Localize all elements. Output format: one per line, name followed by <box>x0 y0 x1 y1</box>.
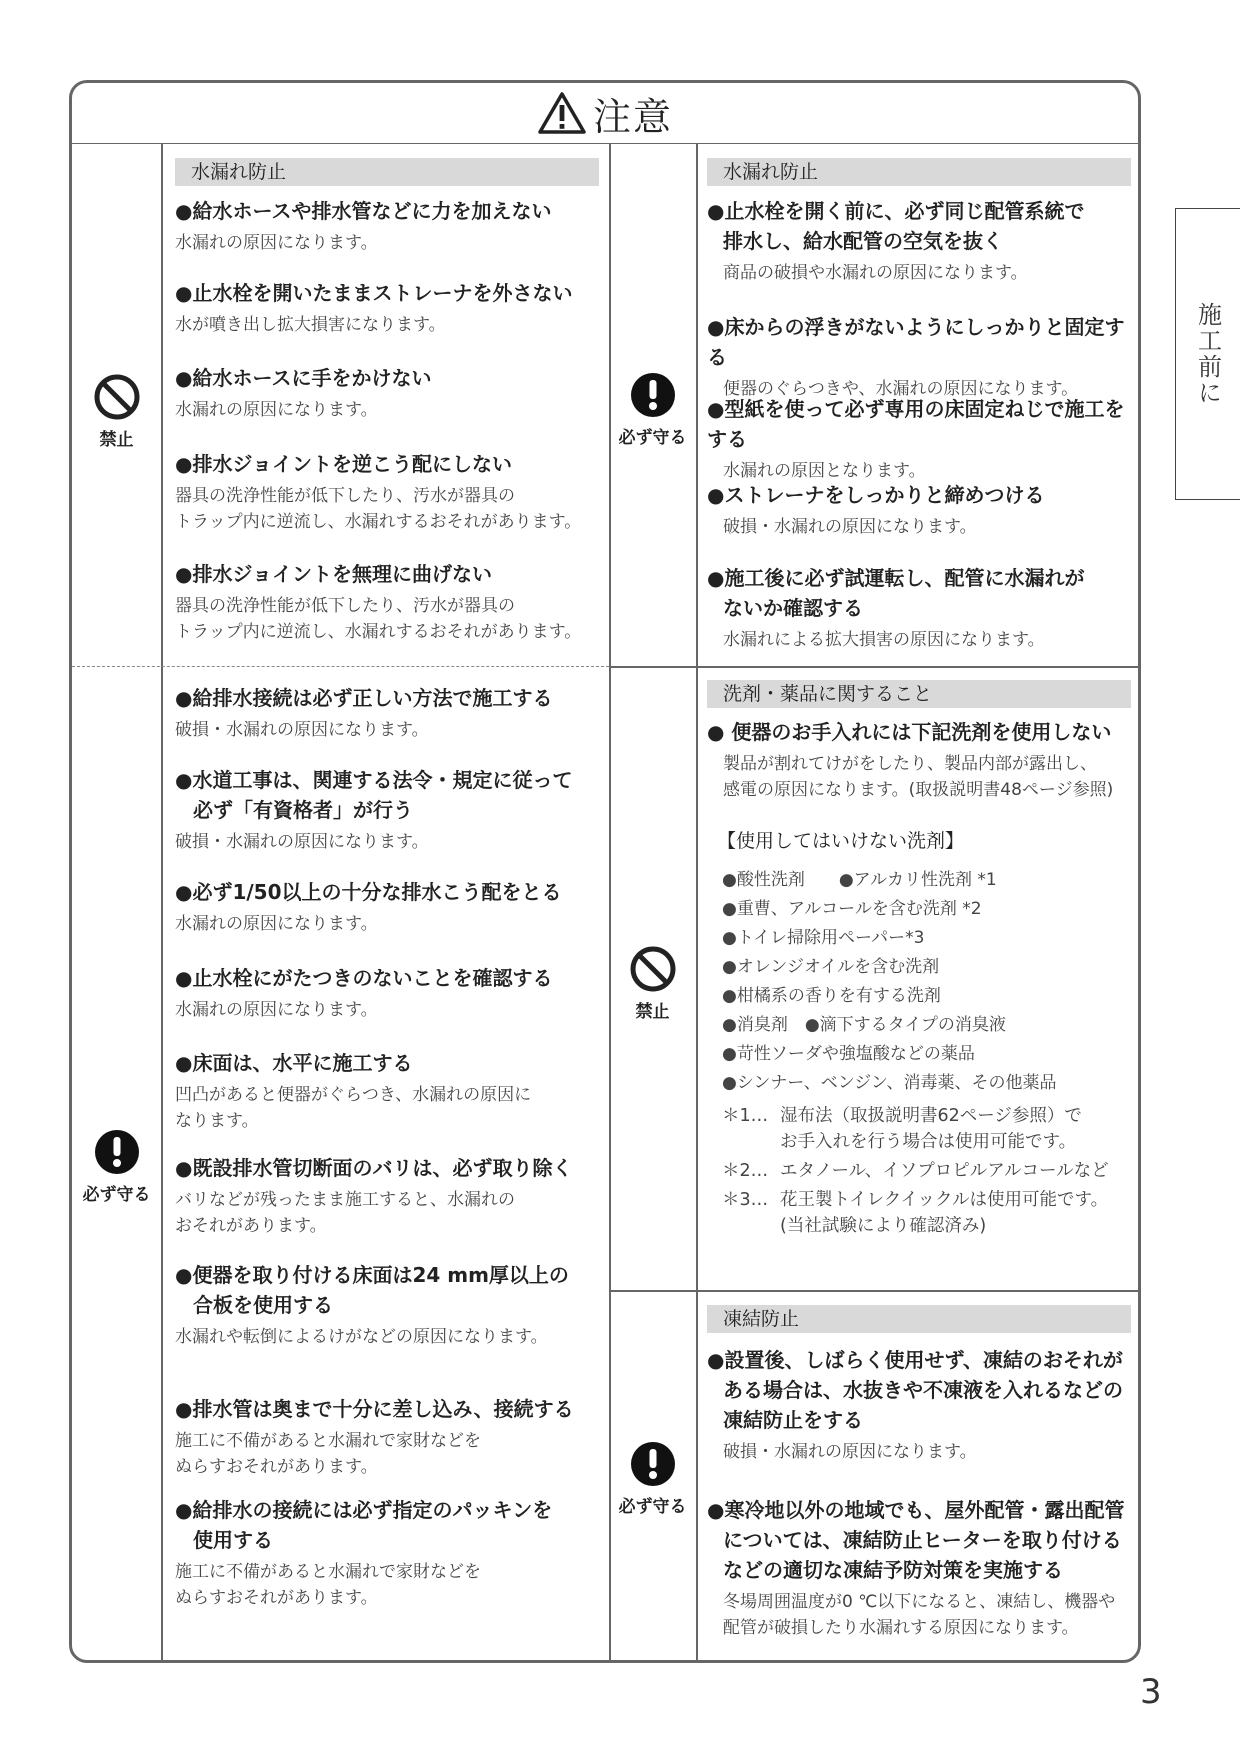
prohibit-label: 禁止 <box>635 1002 670 1022</box>
section-heading: 水漏れ防止 <box>175 158 599 186</box>
footnotes <box>722 1103 1109 1242</box>
caution-item <box>175 963 552 1023</box>
item-heading: 必ず「有資格者」が行う <box>193 798 413 822</box>
item-heading: ●寒冷地以外の地域でも、屋外配管・露出配管 <box>707 1498 1125 1522</box>
item-detail: 水漏れの原因になります。 <box>175 400 378 420</box>
list-item: ●酸性洗剤 ●アルカリ性洗剤 *1 <box>722 870 997 890</box>
item-detail: 水漏れによる拡大損害の原因になります。 <box>723 630 1045 650</box>
item-heading: ●既設排水管切断面のバリは、必ず取り除く <box>175 1156 573 1180</box>
item-detail: 施工に不備があると水漏れで家財などを ぬらすおそれがあります。 <box>175 1562 481 1608</box>
item-detail: 破損・水漏れの原因になります。 <box>723 1442 977 1462</box>
caution-item <box>707 717 1113 803</box>
caution-frame <box>69 80 1141 1663</box>
caution-item <box>707 394 1138 484</box>
item-heading: ●必ず1/50以上の十分な排水こう配をとる <box>175 880 562 904</box>
dashed-divider <box>72 666 609 667</box>
item-heading: ●便器を取り付ける床面は24 mm厚以上の <box>175 1263 569 1287</box>
prohibit-mark <box>609 945 696 1022</box>
caution-item <box>707 480 1044 540</box>
item-heading: ●止水栓を開く前に、必ず同じ配管系統で <box>707 199 1085 223</box>
item-heading: 使用する <box>193 1528 273 1552</box>
divider <box>161 143 163 1663</box>
section-heading: 凍結防止 <box>707 1305 1131 1333</box>
item-heading: ●施工後に必ず試運転し、配管に水漏れが <box>707 566 1085 590</box>
item-heading: 合板を使用する <box>193 1293 333 1317</box>
must-label: 必ず守る <box>618 1497 687 1517</box>
item-detail: バリなどが残ったまま施工すると、水漏れの おそれがあります。 <box>175 1190 515 1236</box>
prohibit-mark <box>72 373 161 450</box>
footnote: ＊2… エタノール、イソプロピルアルコールなど <box>722 1161 1109 1181</box>
list-item: ●消臭剤 ●滴下するタイプの消臭液 <box>722 1015 1006 1035</box>
item-heading: ●給排水接続は必ず正しい方法で施工する <box>175 686 553 710</box>
item-heading: ●型紙を使って必ず専用の床固定ねじで施工をする <box>707 397 1125 451</box>
caution-item <box>707 563 1084 653</box>
caution-item <box>175 1260 569 1350</box>
item-heading: ●止水栓を開いたままストレーナを外さない <box>175 281 573 305</box>
item-detail: 冬場周囲温度が0 ℃以下になると、凍結し、機器や 配管が破損したり水漏れする原因になります。 <box>723 1592 1116 1638</box>
detergent-list <box>722 866 1057 1098</box>
caution-item <box>175 363 431 423</box>
caution-item <box>175 1048 531 1134</box>
item-heading: ●排水ジョイントを無理に曲げない <box>175 562 493 586</box>
list-item: ●苛性ソーダや強塩酸などの薬品 <box>722 1044 975 1064</box>
section-tab: 施工前に <box>1175 208 1240 500</box>
section-heading: 洗剤・薬品に関すること <box>707 680 1131 708</box>
list-item: ●重曹、アルコールを含む洗剤 *2 <box>722 899 982 919</box>
item-detail: 水漏れの原因になります。 <box>175 914 378 934</box>
caution-item <box>175 1394 574 1480</box>
item-detail: 商品の破損や水漏れの原因になります。 <box>723 263 1028 283</box>
item-heading: ●排水ジョイントを逆こう配にしない <box>175 452 513 476</box>
item-detail: 器具の洗浄性能が低下したり、汚水が器具の トラップ内に逆流し、水漏れするおそれがあります。 <box>175 486 582 532</box>
item-heading: ●水道工事は、関連する法令・規定に従って <box>175 768 573 792</box>
must-mark <box>609 371 696 448</box>
caution-item <box>175 877 562 937</box>
caution-item <box>707 196 1084 286</box>
item-detail: 水漏れや転倒によるけがなどの原因になります。 <box>175 1327 548 1347</box>
item-heading: ●ストレーナをしっかりと締めつける <box>707 483 1045 507</box>
item-heading: ●給水ホースに手をかけない <box>175 366 432 390</box>
must-label: 必ず守る <box>82 1185 151 1205</box>
page-number: 3 <box>1140 1672 1162 1712</box>
divider <box>609 666 1141 668</box>
caution-item <box>175 683 552 743</box>
divider <box>609 1290 1141 1292</box>
caution-item <box>175 559 581 645</box>
caution-item <box>175 765 572 855</box>
list-item: ●柑橘系の香りを有する洗剤 <box>722 986 941 1006</box>
item-detail: 水が噴き出し拡大損害になります。 <box>175 315 446 335</box>
item-heading: 凍結防止をする <box>723 1408 863 1432</box>
exclamation-icon <box>629 371 677 419</box>
caution-item <box>175 196 551 256</box>
item-detail: 器具の洗浄性能が低下したり、汚水が器具の トラップ内に逆流し、水漏れするおそれがあります。 <box>175 596 582 642</box>
list-item: ●トイレ掃除用ペーパー*3 <box>722 928 925 948</box>
item-heading: ●床からの浮きがないようにしっかりと固定する <box>707 315 1125 369</box>
caution-item <box>175 1495 552 1611</box>
prohibited-icon <box>93 373 141 421</box>
footnote: ＊3… 花王製トイレクイックルは使用可能です。 (当社試験により確認済み) <box>722 1190 1109 1236</box>
must-mark <box>72 1128 161 1205</box>
caution-item <box>707 312 1138 402</box>
item-heading: ●給排水の接続には必ず指定のパッキンを <box>175 1498 553 1522</box>
section-heading: 水漏れ防止 <box>707 158 1131 186</box>
item-heading: などの適切な凍結予防対策を実施する <box>723 1558 1063 1582</box>
item-detail: 便器のぐらつきや、水漏れの原因になります。 <box>723 379 1079 399</box>
item-heading: ● 便器のお手入れには下記洗剤を使用しない <box>707 720 1112 744</box>
page-title: 注意 <box>592 94 673 139</box>
list-item: ●シンナー、ベンジン、消毒薬、その他薬品 <box>722 1073 1057 1093</box>
must-mark <box>609 1440 696 1517</box>
subheading: 【使用してはいけない洗剤】 <box>717 830 965 852</box>
item-detail: 凹凸があると便器がぐらつき、水漏れの原因に なります。 <box>175 1085 532 1131</box>
item-heading: ●給水ホースや排水管などに力を加えない <box>175 199 552 223</box>
prohibit-label: 禁止 <box>99 430 134 450</box>
list-item: ●オレンジオイルを含む洗剤 <box>722 957 940 977</box>
item-detail: 破損・水漏れの原因になります。 <box>175 720 429 740</box>
item-heading: ある場合は、水抜きや不凍液を入れるなどの <box>723 1378 1123 1402</box>
item-detail: 破損・水漏れの原因になります。 <box>175 832 429 852</box>
must-label: 必ず守る <box>618 428 687 448</box>
item-heading: 排水し、給水配管の空気を抜く <box>723 229 1003 253</box>
item-heading: ●排水管は奥まで十分に差し込み、接続する <box>175 1397 574 1421</box>
item-detail: 水漏れの原因となります。 <box>723 461 926 481</box>
item-heading: ないか確認する <box>723 596 863 620</box>
item-heading: ●止水栓にがたつきのないことを確認する <box>175 966 553 990</box>
item-heading: ●床面は、水平に施工する <box>175 1051 413 1075</box>
item-heading: ●設置後、しばらく使用せず、凍結のおそれが <box>707 1348 1123 1372</box>
exclamation-icon <box>93 1128 141 1176</box>
item-detail: 施工に不備があると水漏れで家財などを ぬらすおそれがあります。 <box>175 1431 481 1477</box>
caution-item <box>175 449 581 535</box>
warning-icon <box>537 91 587 135</box>
exclamation-icon <box>629 1440 677 1488</box>
prohibited-icon <box>629 945 677 993</box>
item-detail: 水漏れの原因になります。 <box>175 233 378 253</box>
caution-header <box>72 83 1138 144</box>
caution-item <box>175 1153 572 1239</box>
footnote: ＊1… 湿布法（取扱説明書62ページ参照）で お手入れを行う場合は使用可能です。 <box>722 1106 1082 1152</box>
caution-item <box>707 1495 1124 1641</box>
caution-item <box>175 278 572 338</box>
item-heading: については、凍結防止ヒーターを取り付ける <box>723 1528 1122 1552</box>
item-detail: 水漏れの原因になります。 <box>175 1000 378 1020</box>
item-detail: 破損・水漏れの原因になります。 <box>723 517 977 537</box>
item-detail: 製品が割れてけがをしたり、製品内部が露出し、 感電の原因になります。(取扱説明書48ページ参照) <box>723 754 1114 800</box>
caution-item <box>707 1345 1123 1465</box>
divider <box>696 143 698 1663</box>
